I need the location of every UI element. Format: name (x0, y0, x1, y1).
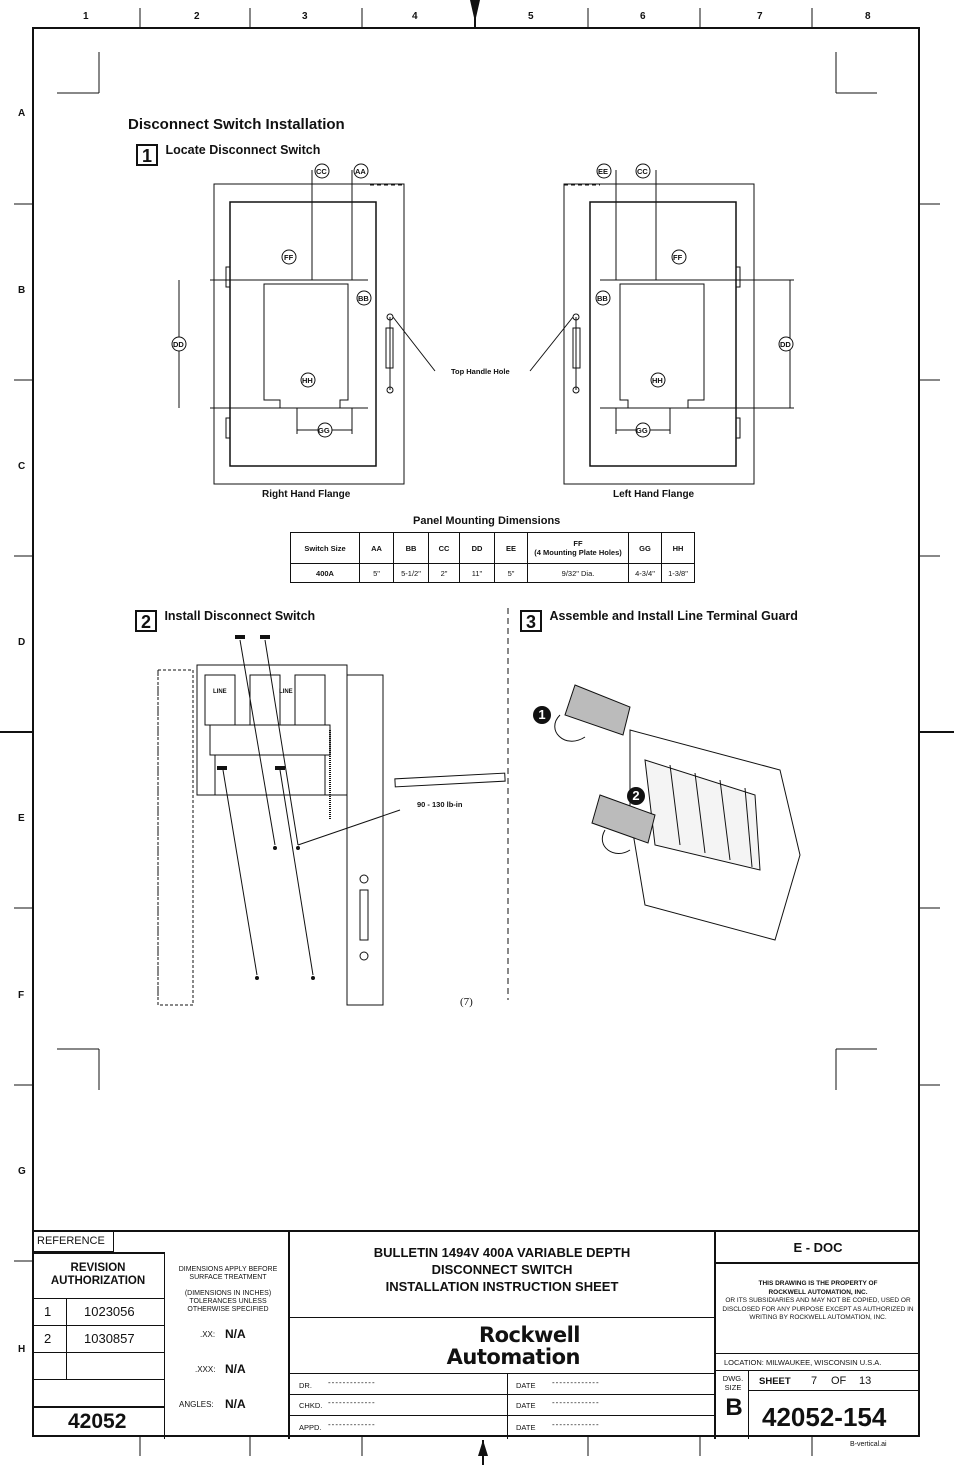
rockwell-logo (420, 1324, 580, 1368)
dim-label-aa: AA (355, 167, 366, 176)
step-3-title: Assemble and Install Line Terminal Guard (549, 609, 798, 623)
dr-label: DR. (299, 1381, 312, 1390)
zone-col-6: 6 (640, 11, 646, 22)
dwg-size-value: B (725, 1394, 743, 1421)
step-2-title: Install Disconnect Switch (164, 609, 316, 623)
dim-label-ee: EE (598, 167, 609, 176)
zone-col-8: 8 (865, 11, 871, 22)
property-line-1: THIS DRAWING IS THE PROPERTY OF (758, 1280, 878, 1287)
table-header: EE (495, 533, 528, 564)
tol-xxx-label: .XXX: (195, 1365, 216, 1374)
right-flange-caption: Right Hand Flange (262, 489, 351, 500)
date-label-3: DATE (516, 1423, 536, 1432)
table-cell: 5" (360, 564, 394, 583)
property-notice (722, 1280, 914, 1323)
revision-1-number: 1 (44, 1304, 52, 1319)
zone-row-b: B (18, 285, 26, 296)
table-cell: 2" (429, 564, 460, 583)
step-3-number: 3 (520, 610, 542, 632)
edoc-label: E - DOC (793, 1240, 843, 1255)
zone-row-e: E (18, 813, 25, 824)
top-handle-hole-label: Top Handle Hole (451, 367, 510, 376)
file-name: B-vertical.ai (850, 1441, 887, 1448)
callout-1: 1 (533, 706, 551, 724)
step-3-header (520, 609, 798, 633)
dim-label-gg-left: GG (636, 426, 648, 435)
table-cell: 11" (460, 564, 495, 583)
appd-value: ------------- (328, 1420, 376, 1429)
dim-label-dd-right: DD (173, 340, 184, 349)
sheet-number: 7 (811, 1375, 818, 1387)
tol-angles-label: ANGLES: (179, 1400, 214, 1409)
zone-col-1: 1 (83, 11, 89, 22)
dim-label-cc-left: CC (637, 167, 648, 176)
table-cell: 400A (291, 564, 360, 583)
table-header: AA (360, 533, 394, 564)
table-header-ff (528, 533, 629, 564)
of-label: OF (831, 1375, 847, 1387)
panel-mounting-table (290, 532, 695, 583)
dim-label-dd-left: DD (780, 340, 791, 349)
title-block (32, 1230, 920, 1437)
reference-label: REFERENCE (32, 1232, 114, 1252)
terminal-guard-illustration (530, 675, 820, 950)
chkd-value: ------------- (328, 1398, 376, 1407)
date-value-2: ------------- (552, 1398, 600, 1407)
switch-install-illustration (155, 630, 515, 1015)
callout-2: 2 (627, 787, 645, 805)
panel-layout-diagram (170, 160, 810, 490)
drawing-number: 42052-154 (762, 1402, 887, 1432)
tol-xx-label: .XX: (200, 1330, 216, 1339)
left-flange-caption: Left Hand Flange (613, 489, 695, 500)
location-text: LOCATION: MILWAUKEE, WISCONSIN U.S.A. (724, 1358, 882, 1367)
line-label-2: LINE (279, 689, 293, 695)
drawing-base-number: 42052 (68, 1410, 127, 1433)
table-header: Switch Size (291, 533, 360, 564)
table-cell: 1-3/8" (662, 564, 695, 583)
drawing-title (290, 1244, 714, 1295)
sheet-total: 13 (859, 1375, 872, 1387)
zone-row-c: C (18, 461, 26, 472)
zone-row-f: F (18, 990, 25, 1001)
revision-2-auth: 1030857 (84, 1331, 135, 1346)
table-header: BB (394, 533, 429, 564)
dim-label-hh-right: HH (302, 376, 313, 385)
zone-col-5: 5 (528, 11, 534, 22)
zone-row-g: G (18, 1166, 26, 1177)
step-1-title: Locate Disconnect Switch (165, 143, 321, 157)
dr-value: ------------- (328, 1378, 376, 1387)
zone-row-a: A (18, 108, 26, 119)
tol-xx-value: N/A (225, 1327, 246, 1341)
step-2-number: 2 (135, 610, 157, 632)
dim-label-cc-right: CC (316, 167, 327, 176)
property-line-3: OR ITS SUBSIDIARIES AND MAY NOT BE COPIED, USED OR DISCLOSED FOR ANY PURPOSE EXCEPT AS AUTHORIZED IN WRITING BY ROCKWELL AUTOMATION, INC. (722, 1297, 914, 1321)
date-label-2: DATE (516, 1401, 536, 1410)
table-header-ff-sub: (4 Mounting Plate Holes) (534, 548, 622, 557)
dim-label-bb-left: BB (597, 294, 608, 303)
page-marker: (7) (460, 996, 473, 1008)
logo-line-2: Automation (446, 1345, 580, 1369)
revision-2-number: 2 (44, 1331, 52, 1346)
table-cell: 5-1/2" (394, 564, 429, 583)
tol-xxx-value: N/A (225, 1362, 246, 1376)
zone-col-3: 3 (302, 11, 308, 22)
panel-table-title: Panel Mounting Dimensions (413, 515, 561, 527)
dims-note-2: (DIMENSIONS IN INCHES) TOLERANCES UNLESS OTHERWISE SPECIFIED (184, 1290, 272, 1313)
revision-authorization-label: REVISION AUTHORIZATION (50, 1262, 146, 1287)
drawing-title-line-2: DISCONNECT SWITCH (431, 1262, 573, 1277)
revision-1-auth: 1023056 (84, 1304, 135, 1319)
dim-label-bb-right: BB (358, 294, 369, 303)
table-header: FF (573, 539, 583, 548)
drawing-title-line-1: BULLETIN 1494V 400A VARIABLE DEPTH (373, 1245, 631, 1260)
appd-label: APPD. (299, 1423, 322, 1432)
step-1-number: 1 (136, 144, 158, 166)
property-line-2: ROCKWELL AUTOMATION, INC. (768, 1288, 868, 1296)
table-cell: 5" (495, 564, 528, 583)
zone-row-d: D (18, 637, 26, 648)
table-cell: 4-3/4" (629, 564, 662, 583)
zone-col-2: 2 (194, 11, 200, 22)
date-label-1: DATE (516, 1381, 536, 1390)
table-cell: 9/32" Dia. (528, 564, 629, 583)
table-header: CC (429, 533, 460, 564)
zone-row-h: H (18, 1344, 26, 1355)
zone-col-7: 7 (757, 11, 763, 22)
drawing-title-line-3: INSTALLATION INSTRUCTION SHEET (385, 1279, 619, 1294)
page-title: Disconnect Switch Installation (128, 116, 345, 133)
dim-label-hh-left: HH (652, 376, 663, 385)
tol-angles-value: N/A (225, 1397, 246, 1411)
dim-label-ff-right: FF (284, 253, 294, 262)
dwg-size-label: DWG. SIZE (722, 1374, 744, 1392)
date-value-3: ------------- (552, 1420, 600, 1429)
table-header: GG (629, 533, 662, 564)
sheet-label: SHEET (759, 1376, 791, 1387)
table-row (291, 564, 695, 583)
date-value-1: ------------- (552, 1378, 600, 1387)
table-header-row (291, 533, 695, 564)
zone-col-4: 4 (412, 11, 418, 22)
logo-line-1: Rockwell (478, 1323, 580, 1347)
table-header: DD (460, 533, 495, 564)
line-label-1: LINE (213, 689, 227, 695)
torque-label: 90 - 130 lb-in (417, 800, 463, 809)
chkd-label: CHKD. (299, 1401, 323, 1410)
dims-note-1: DIMENSIONS APPLY BEFORE SURFACE TREATMENT (178, 1266, 278, 1281)
dim-label-ff-left: FF (673, 253, 683, 262)
table-header: HH (662, 533, 695, 564)
dim-label-gg-right: GG (318, 426, 330, 435)
